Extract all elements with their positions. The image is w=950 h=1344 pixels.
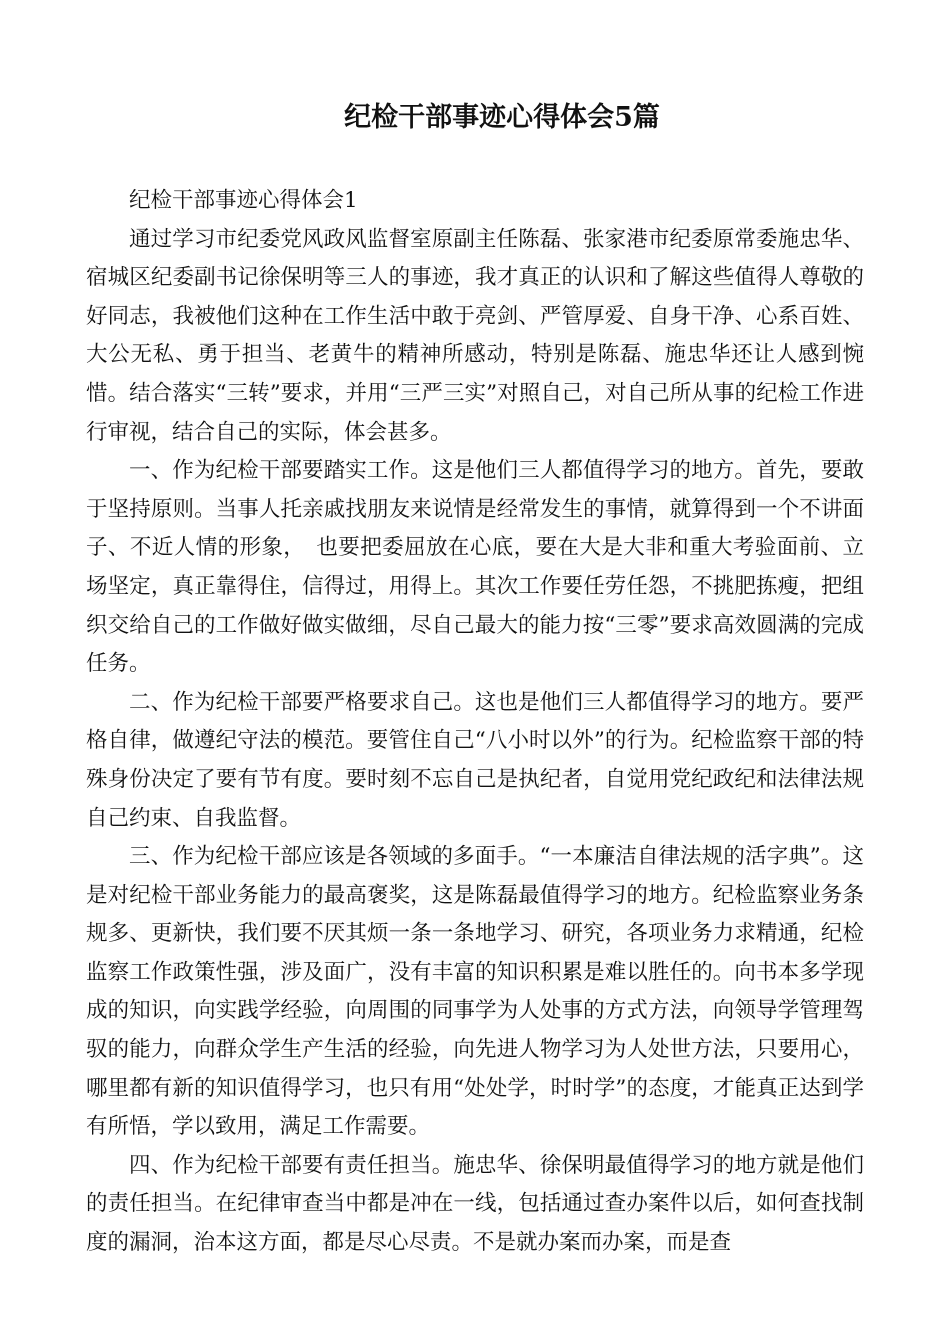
section-heading: 纪检干部事迹心得体会1 (129, 188, 358, 213)
paragraph-point-1: 一、作为纪检干部要踏实工作。这是他们三人都值得学习的地方。首先，要敢于坚持原则。当事人托亲戚找朋友来说情是经常发生的事情，就算得到一个不讲面子、不近人情的形象， 也要把委屈放在心底，要在大是大非和重大考验面前、立场坚定，真正靠得住，信得过，用得上。其次工作要任劳任怨，不挑肥拣瘦，把组织交给自己的工作做好做实做细，尽自己最大的能力按“三零”要求高效圆满的完成任务。 (86, 458, 864, 677)
document-title: 纪检干部事迹心得体会5篇 (344, 102, 660, 133)
paragraph-intro: 通过学习市纪委党风政风监督室原副主任陈磊、张家港市纪委原常委施忠华、宿城区纪委副书记徐保明等三人的事迹，我才真正的认识和了解这些值得人尊敬的好同志，我被他们这种在工作生活中敢于亮剑、严管厚爱、自身干净、心系百姓、大公无私、勇于担当、老黄牛的精神所感动，特别是陈磊、施忠华还让人感到惋惜。结合落实“三转”要求，并用“三严三实”对照自己，对自己所从事的纪检工作进行审视，结合自己的实际，体会甚多。 (86, 226, 864, 445)
paragraph-point-3: 三、作为纪检干部应该是各领域的多面手。“一本廉洁自律法规的活字典”。这是对纪检干部业务能力的最高褒奖，这是陈磊最值得学习的地方。纪检监察业务条规多、更新快，我们要不厌其烦一条一条地学习、研究，各项业务力求精通，纪检监察工作政策性强，涉及面广，没有丰富的知识积累是难以胜任的。向书本多学现成的知识，向实践学经验，向周围的同事学为人处事的方式方法，向领导学管理驾驭的能力，向群众学生产生活的经验，向先进人物学习为人处世方法，只要用心，哪里都有新的知识值得学习，也只有用“处处学，时时学”的态度，才能真正达到学有所悟，学以致用，满足工作需要。 (86, 844, 864, 1140)
paragraph-point-4: 四、作为纪检干部要有责任担当。施忠华、徐保明最值得学习的地方就是他们的责任担当。在纪律审查当中都是冲在一线，包括通过查办案件以后，如何查找制度的漏洞，治本这方面，都是尽心尽责。不是就办案而办案，而是查 (86, 1152, 864, 1256)
document-body (86, 182, 864, 1263)
paragraph-point-2: 二、作为纪检干部要严格要求自己。这也是他们三人都值得学习的地方。要严格自律，做遵纪守法的模范。要管住自己“八小时以外”的行为。纪检监察干部的特殊身份决定了要有节有度。要时刻不忘自己是执纪者，自觉用党纪政纪和法律法规自己约束、自我监督。 (86, 689, 864, 831)
